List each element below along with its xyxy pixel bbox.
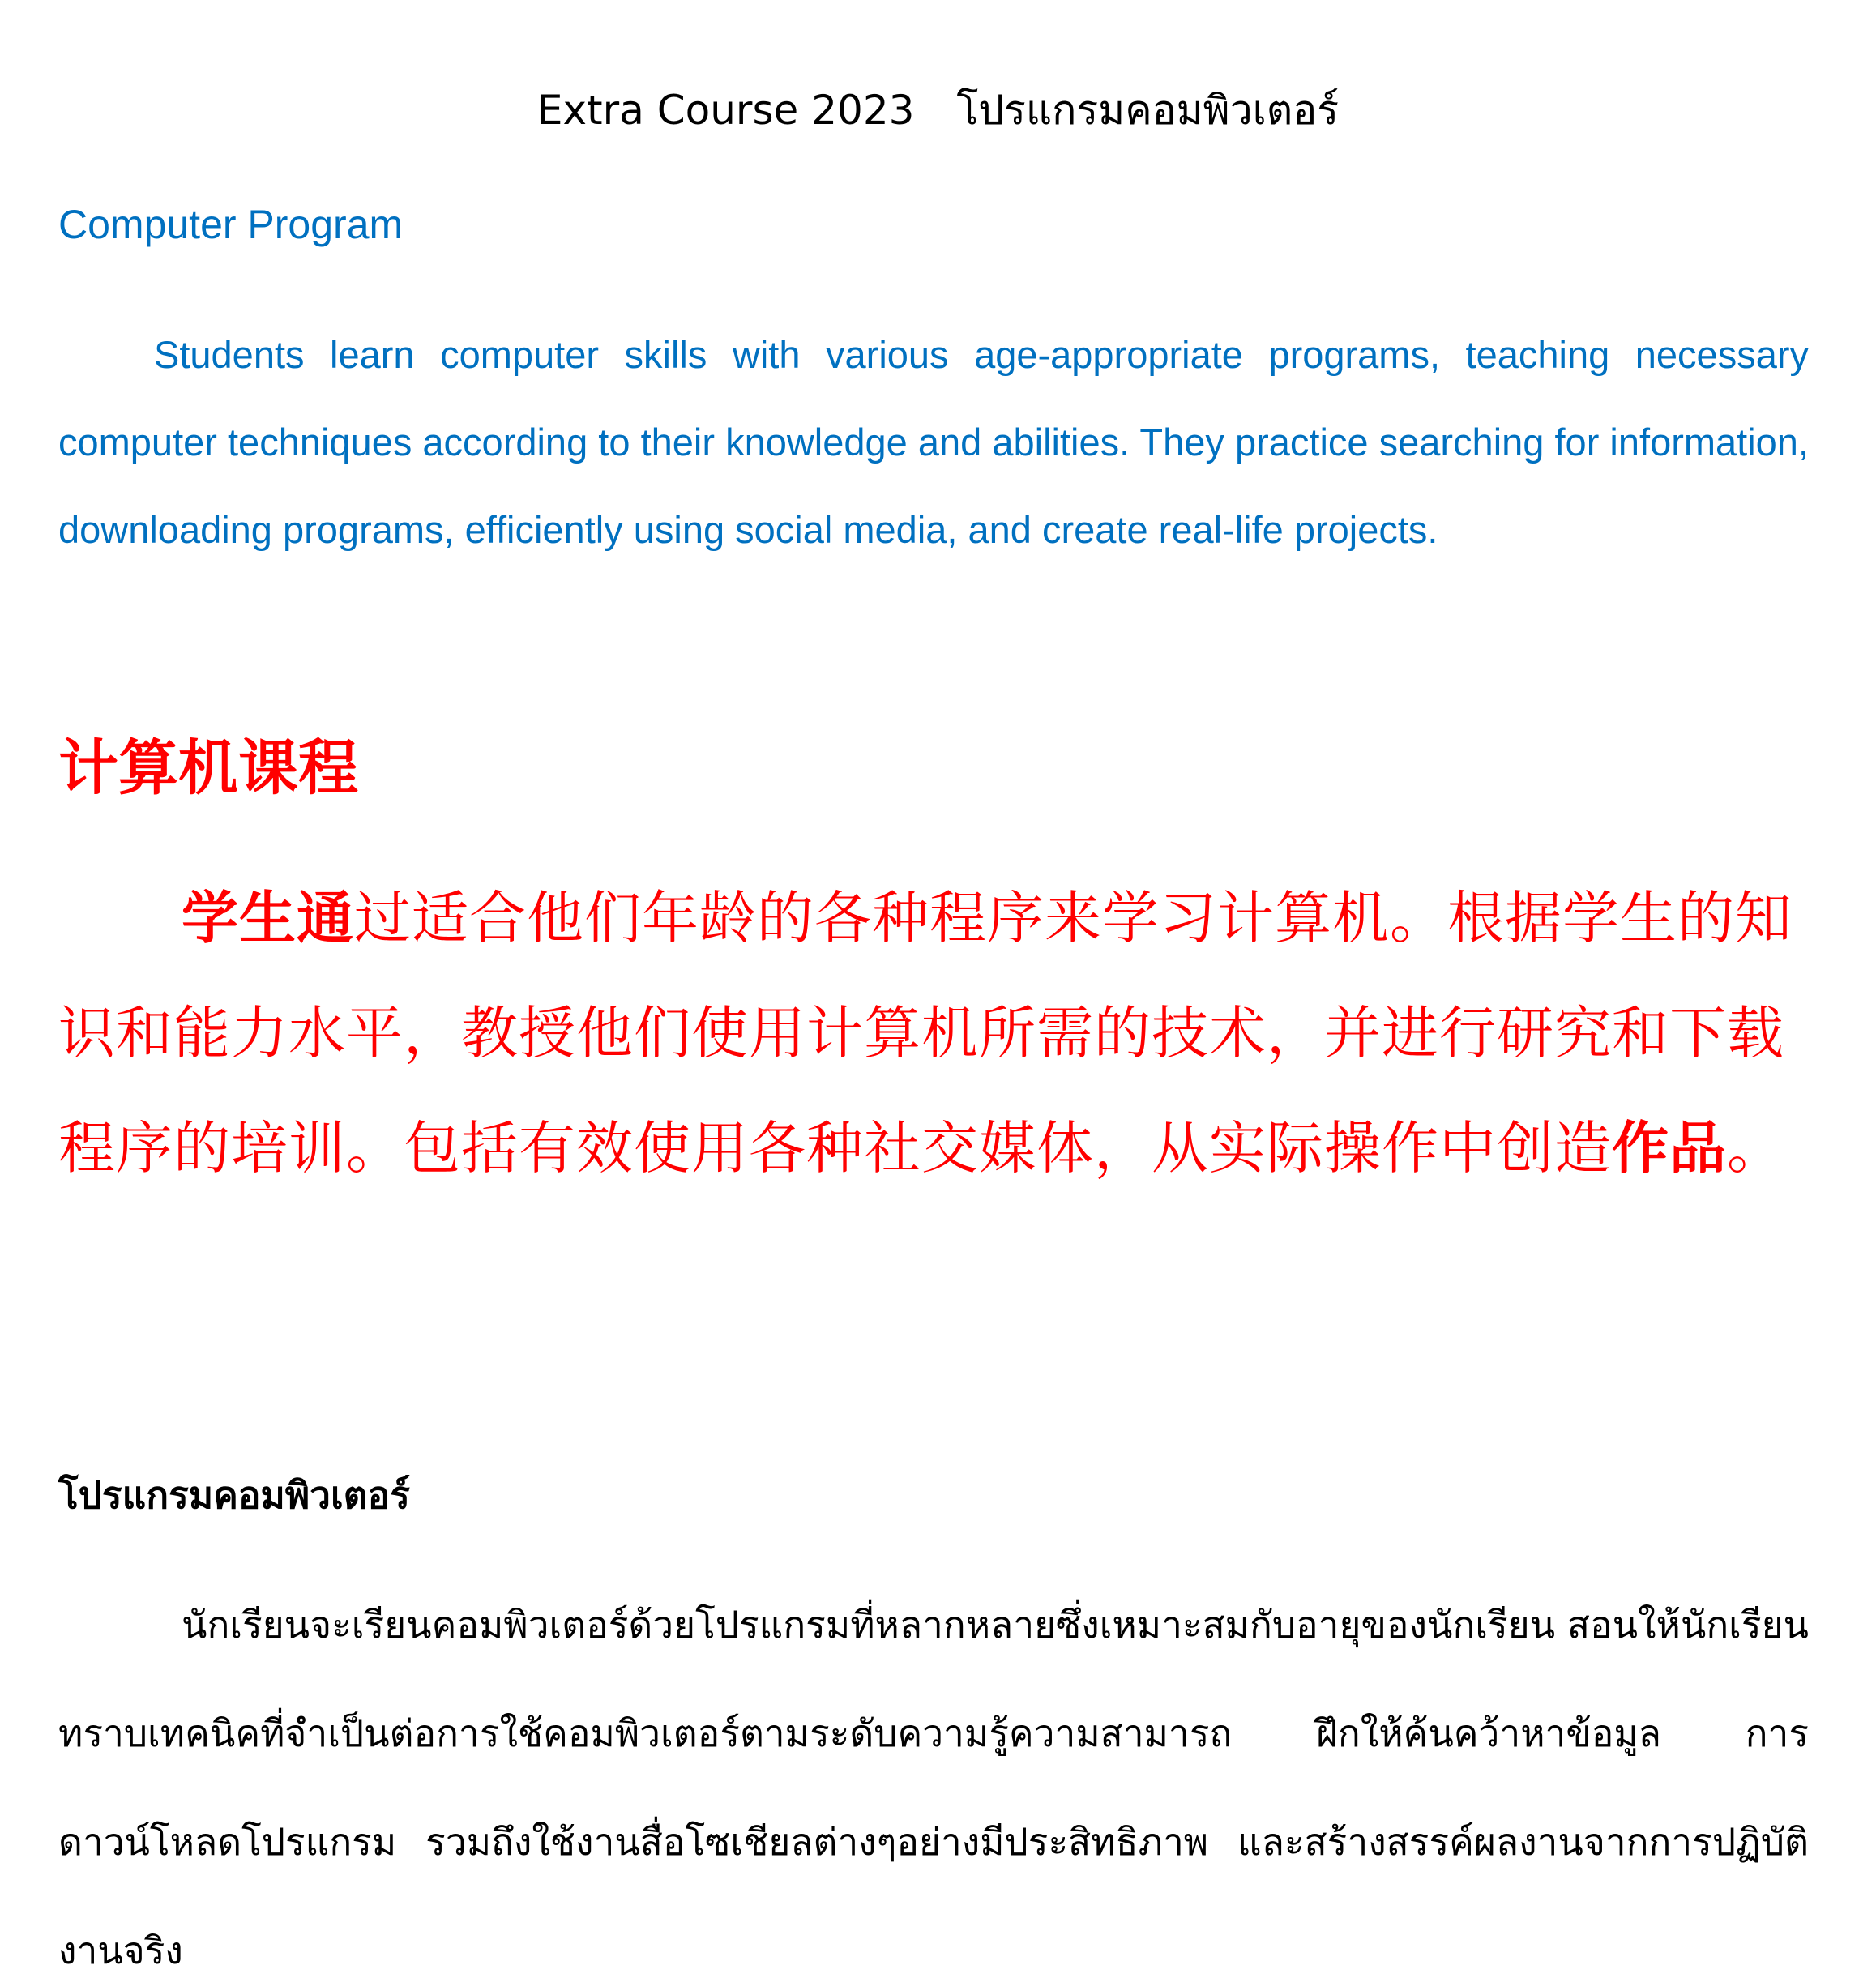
chinese-body-end: 。 [1727,1115,1784,1181]
chinese-body-text: 过适合他们年龄的各种程序来学习计算机。根据学生的知识和能力水平，教授他们使用计算机所需的技术，并进行研究和下载程序的培训。包括有效使用各种社交媒体，从实际操作中创造 [58,885,1793,1181]
english-heading: Computer Program [58,202,404,247]
english-paragraph: Students learn computer skills with various age-appropriate programs, teaching necessary computer techniques according to their knowledge and abilities. They practice searching for information, downloading programs, efficiently using social media, and create real-life projects. [58,333,1809,551]
thai-heading: โปรแกรมคอมพิวเตอร์ [58,1473,410,1517]
chinese-paragraph [58,861,1815,1206]
document-title [0,79,1876,141]
thai-paragraph: นักเรียนจะเรียนคอมพิวเตอร์ด้วยโปรแกรมที่หลากหลายซึ่งเหมาะสมกับอายุของนักเรียน สอนให้นักเรียนทราบเทคนิคที่จำเป็นต่อการใช้คอมพิวเตอร์ตามระดับความรู้ความสามารถ ฝึกให้ค้นคว้าหาข้อมูล การดาวน์โหลดโปรแกรม รวมถึงใช้งานสื่อโซเชียลต่างๆอย่างมีประสิทธิภาพ และสร้างสรรค์ผลงานจากการปฏิบัติงานจริง [58,1603,1809,1972]
title-thai: โปรแกรมคอมพิวเตอร์ [956,87,1340,134]
chinese-heading: 计算机课程 [58,733,358,803]
title-english: Extra Course 2023 [536,87,915,134]
chinese-bold-end: 作品 [1612,1115,1727,1181]
chinese-bold-start: 学生通 [182,885,354,951]
